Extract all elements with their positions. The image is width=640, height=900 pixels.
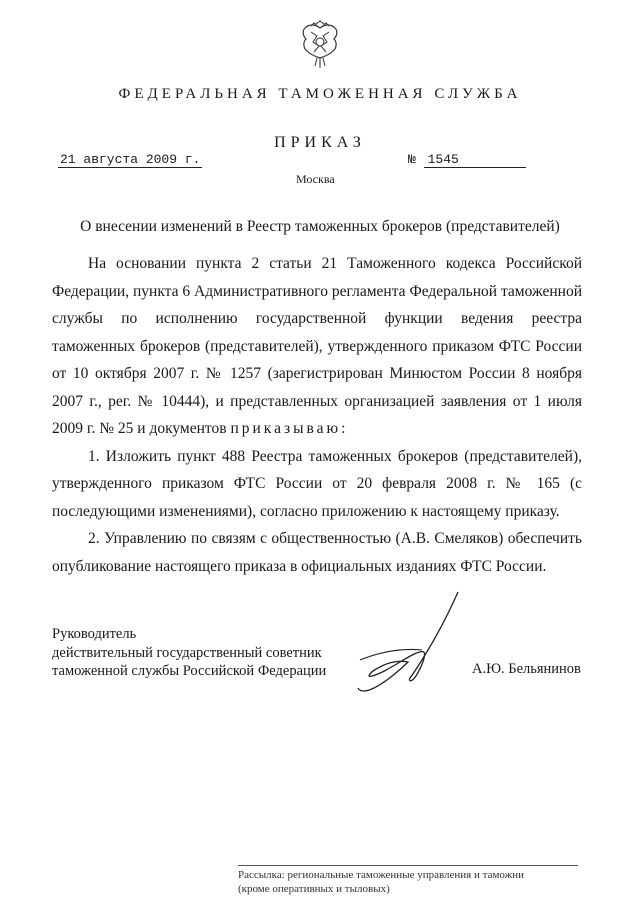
distribution-list	[238, 868, 524, 896]
agency-name: ФЕДЕРАЛЬНАЯ ТАМОЖЕННАЯ СЛУЖБА	[118, 86, 522, 102]
signatory-line-2: действительный государственный советник	[52, 644, 322, 661]
order-number-value: 1545	[424, 152, 526, 168]
order-number	[408, 152, 526, 168]
order-verb: приказываю:	[230, 420, 349, 437]
distribution-line-1: Рассылка: региональные таможенные управления и таможни	[238, 869, 525, 881]
paragraph-item-2: 2. Управлению по связям с общественностью (А.В. Смеляков) обеспечить опубликование настоящего приказа в официальных изданиях ФТС России.	[52, 530, 582, 575]
signatory-title	[52, 625, 326, 681]
distribution-divider	[238, 865, 578, 866]
signatory-line-3: таможенной службы Российской Федерации	[52, 663, 327, 679]
paragraph-item-1: 1. Изложить пункт 488 Реестра таможенных брокеров (представителей), утвержденного приказом ФТС России от 20 февраля 2008 г. № 165 (с последующими изменениями), согласно приложению к настоящему приказу.	[52, 447, 582, 520]
signatory-line-1: Руководитель	[52, 626, 137, 642]
paragraph-basis	[52, 250, 582, 443]
handwritten-signature	[330, 590, 480, 700]
order-date: 21 августа 2009 г.	[60, 152, 201, 167]
order-subject: О внесении изменений в Реестр таможенных брокеров (представителей)	[80, 218, 560, 235]
signatory-name: А.Ю. Бельянинов	[472, 661, 581, 677]
order-body	[52, 250, 582, 580]
order-number-prefix: №	[408, 152, 416, 167]
document-type-title: ПРИКАЗ	[274, 134, 366, 151]
double-headed-eagle-emblem-icon	[297, 20, 343, 70]
basis-text: На основании пункта 2 статьи 21 Таможенного кодекса Российской Федерации, пункта 6 Административного регламента Федеральной таможенной службы по исполнению государственной функции ведения реестра таможенных брокеров (представителей), утвержденного приказом ФТС России от 10 октября 2007 г. № 1257 (зарегистрирован Минюстом России 8 ноября 2007 г., рег. № 10444), и представленных организацией заявления от 1 июля 2009 г. № 25 и документов	[52, 255, 582, 437]
issue-city: Москва	[296, 172, 335, 186]
distribution-line-2: (кроме оперативных и тыловых)	[238, 883, 390, 895]
